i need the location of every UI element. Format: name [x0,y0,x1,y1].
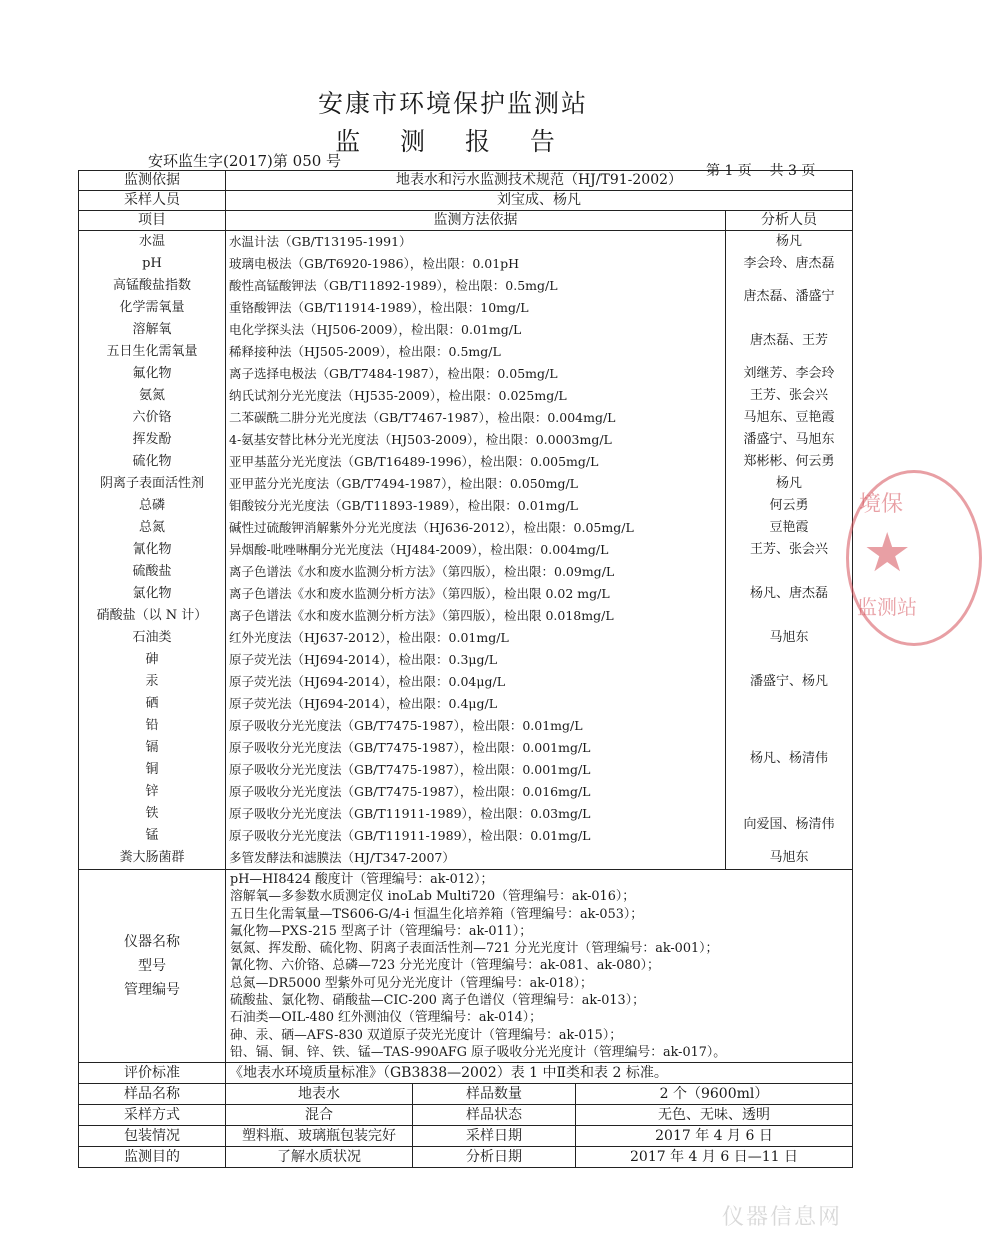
item-cell: 石油类 [132,630,172,645]
seal-top-text: 境保 [859,492,904,517]
method-cell: 亚甲基蓝分光光度法（GB/T16489-1996），检出限：0.005mg/L [229,454,599,469]
sample-qty-value: 2 个（9600ml） [576,1084,853,1105]
item-cell: 硒 [145,696,159,711]
method-cell: 酸性高锰酸钾法（GB/T11892-1989），检出限：0.5mg/L [229,278,558,293]
instrument-line: 硫酸盐、氯化物、硝酸盐—CIC-200 离子色谱仪（管理编号：ak-013）； [230,993,645,1009]
report-title: 监 测 报 告 [335,127,571,156]
watermark: 仪器信息网 [722,1205,843,1230]
basis-label: 监测依据 [79,171,226,191]
method-cell: 离子色谱法《水和废水监测分析方法》（第四版），检出限 0.018mg/L [229,608,614,623]
method-cell: 离子选择电极法（GB/T7484-1987），检出限：0.05mg/L [229,366,558,381]
item-cell: 镉 [145,740,159,755]
instruments-label-line: 管理编号 [124,982,180,999]
report-table [78,170,853,1168]
instrument-line: 总氮—DR5000 型紫外可见分光光度计（管理编号：ak-018）； [230,975,593,991]
analyst-cell: 潘盛宁、杨凡 [749,674,828,689]
purpose-label: 监测目的 [79,1147,226,1168]
star-icon: ★ [863,521,912,584]
sampling-date-label: 采样日期 [413,1126,576,1147]
item-cell: 硫酸盐 [132,564,172,579]
item-cell: 锰 [145,828,159,843]
item-cell: 铅 [145,718,159,733]
samplers-label: 采样人员 [79,191,226,211]
item-cell: 高锰酸盐指数 [112,278,191,293]
analyst-cell: 马旭东 [769,630,809,645]
instruments-list [226,870,853,1063]
instrument-line: 五日生化需氧量—TS606-G/4-i 恒温生化培养箱（管理编号：ak-053）； [230,906,644,922]
item-cell: 六价铬 [132,410,172,425]
method-cell: 碱性过硫酸钾消解紫外分光光度法（HJ636-2012），检出限：0.05mg/L [229,520,634,535]
instruments-label [79,870,226,1063]
method-cell: 离子色谱法《水和废水监测分析方法》（第四版），检出限 0.02 mg/L [229,586,610,601]
method-cell: 原子荧光法（HJ694-2014），检出限：0.04μg/L [229,674,506,689]
method-cell: 多管发酵法和滤膜法（HJ/T347-2007） [229,850,455,865]
method-column [226,231,726,870]
analyst-cell: 郑彬彬、何云勇 [743,454,835,469]
item-cell: 铁 [145,806,159,821]
analyst-cell: 马旭东、豆艳霞 [743,410,835,425]
method-cell: 原子吸收分光光度法（GB/T7475-1987），检出限：0.001mg/L [229,762,591,777]
method-cell: 原子吸收分光光度法（GB/T11911-1989），检出限：0.01mg/L [229,828,591,843]
item-cell: 氨氮 [138,388,165,403]
sampling-date-value: 2017 年 4 月 6 日 [576,1126,853,1147]
item-cell: 五日生化需氧量 [106,344,198,359]
method-cell: 二苯碳酰二肼分光光度法（GB/T7467-1987），检出限：0.004mg/L [229,410,616,425]
item-cell: 水温 [138,234,165,249]
analyst-cell: 马旭东 [769,850,809,865]
instrument-line: 氨氮、挥发酚、硫化物、阴离子表面活性剂—721 分光光度计（管理编号：ak-001）； [230,941,719,957]
sampling-method-value: 混合 [226,1105,413,1126]
basis-value: 地表水和污水监测技术规范（HJ/T91-2002） [226,171,853,191]
seal-bottom-text: 监测站 [857,595,917,619]
method-cell: 电化学探头法（HJ506-2009），检出限：0.01mg/L [229,322,522,337]
item-cell: 溶解氧 [132,322,172,337]
analyst-cell: 杨凡、杨清伟 [749,751,828,766]
item-cell: 氟化物 [132,366,172,381]
method-cell: 原子吸收分光光度法（GB/T11911-1989），检出限：0.03mg/L [229,806,591,821]
instrument-line: 氟化物—PXS-215 型离子计（管理编号：ak-011）； [230,923,533,939]
analyst-cell: 杨凡、唐杰磊 [749,586,828,601]
analyst-cell: 向爱国、杨清伟 [743,817,835,832]
analyst-cell: 唐杰磊、潘盛宁 [743,289,835,304]
instruments-label-line: 型号 [138,958,166,975]
page-info: 第 1 页 共 3 页 [706,163,816,179]
analyst-cell: 豆艳霞 [769,520,809,535]
method-cell: 原子荧光法（HJ694-2014），检出限：0.3μg/L [229,652,498,667]
item-cell: pH [142,256,162,271]
evaluation-label: 评价标准 [79,1063,226,1084]
instrument-line: 氰化物、六价铬、总磷—723 分光光度计（管理编号：ak-081、ak-080）； [230,958,660,974]
item-cell: 汞 [145,674,159,689]
analyst-cell: 刘继芳、李会玲 [743,366,835,381]
item-column [79,231,226,870]
item-cell: 砷 [145,652,159,667]
analyst-cell: 杨凡 [775,234,802,249]
sampling-method-label: 采样方式 [79,1105,226,1126]
method-cell: 钼酸铵分光光度法（GB/T11893-1989），检出限：0.01mg/L [229,498,578,513]
item-cell: 化学需氧量 [119,300,185,315]
column-header-method: 监测方法依据 [226,211,726,231]
method-cell: 原子吸收分光光度法（GB/T7475-1987），检出限：0.016mg/L [229,784,591,799]
instrument-line: 砷、汞、硒—AFS-830 双道原子荧光光度计（管理编号：ak-015）； [230,1027,623,1043]
item-cell: 总氮 [138,520,165,535]
item-cell: 氯化物 [132,586,172,601]
item-cell: 硫化物 [132,454,172,469]
packaging-label: 包装情况 [79,1126,226,1147]
purpose-value: 了解水质状况 [226,1147,413,1168]
item-cell: 锌 [145,784,159,799]
document-number: 安环监生字(2017)第 050 号 [148,152,342,170]
instrument-line: 铅、镉、铜、锌、铁、锰—TAS-990AFG 原子吸收分光光度计（管理编号：ak-017）。 [230,1044,727,1060]
analyst-cell: 潘盛宁、马旭东 [743,432,835,447]
item-cell: 氰化物 [132,542,172,557]
method-cell: 红外光度法（HJ637-2012），检出限：0.01mg/L [229,630,509,645]
item-cell: 总磷 [138,498,165,513]
column-header-item: 项目 [79,211,226,231]
method-cell: 玻璃电极法（GB/T6920-1986），检出限：0.01pH [229,256,520,271]
analysis-date-value: 2017 年 4 月 6 日—11 日 [576,1147,853,1168]
analysis-date-label: 分析日期 [413,1147,576,1168]
sample-name-value: 地表水 [226,1084,413,1105]
sample-name-label: 样品名称 [79,1084,226,1105]
method-cell: 离子色谱法《水和废水监测分析方法》（第四版），检出限：0.09mg/L [229,564,615,579]
samplers-value: 刘宝成、杨凡 [226,191,853,211]
method-cell: 稀释接种法（HJ505-2009），检出限：0.5mg/L [229,344,501,359]
sample-state-value: 无色、无味、透明 [576,1105,853,1126]
method-cell: 水温计法（GB/T13195-1991） [229,234,412,249]
analyst-cell: 李会玲、唐杰磊 [743,256,835,271]
instrument-line: 溶解氧—多参数水质测定仪 inoLab Multi720（管理编号：ak-016）； [230,889,636,905]
official-seal [846,470,982,646]
method-cell: 原子吸收分光光度法（GB/T7475-1987），检出限：0.001mg/L [229,740,591,755]
analyst-cell: 唐杰磊、王芳 [749,333,828,348]
packaging-value: 塑料瓶、玻璃瓶包装完好 [226,1126,413,1147]
analyst-column [726,231,853,870]
analyst-cell: 王芳、张会兴 [749,388,828,403]
item-cell: 阴离子表面活性剂 [99,476,204,491]
sample-qty-label: 样品数量 [413,1084,576,1105]
item-cell: 铜 [145,762,159,777]
method-cell: 原子荧光法（HJ694-2014），检出限：0.4μg/L [229,696,498,711]
item-cell: 硝酸盐（以 N 计） [96,608,208,623]
analyst-cell: 王芳、张会兴 [749,542,828,557]
evaluation-value: 《地表水环境质量标准》（GB3838—2002）表 1 中Ⅱ类和表 2 标准。 [226,1063,853,1084]
method-cell: 纳氏试剂分光光度法（HJ535-2009），检出限：0.025mg/L [229,388,567,403]
method-cell: 重铬酸钾法（GB/T11914-1989），检出限：10mg/L [229,300,529,315]
analyst-cell: 何云勇 [769,498,809,513]
sample-state-label: 样品状态 [413,1105,576,1126]
item-cell: 挥发酚 [132,432,172,447]
instrument-line: pH—HI8424 酸度计（管理编号：ak-012）； [230,872,494,887]
method-cell: 原子吸收分光光度法（GB/T7475-1987），检出限：0.01mg/L [229,718,583,733]
method-cell: 异烟酸-吡唑啉酮分光光度法（HJ484-2009），检出限：0.004mg/L [229,542,609,557]
org-title: 安康市环境保护监测站 [317,89,588,118]
column-header-analyst: 分析人员 [726,211,853,231]
method-cell: 4-氨基安替比林分光光度法（HJ503-2009），检出限：0.0003mg/L [229,432,612,447]
instruments-label-line: 仪器名称 [124,934,180,951]
method-cell: 亚甲蓝分光光度法（GB/T7494-1987），检出限：0.050mg/L [229,476,578,491]
instrument-line: 石油类—OIL-480 红外测油仪（管理编号：ak-014）； [230,1010,542,1026]
analyst-cell: 杨凡 [775,476,802,491]
item-cell: 粪大肠菌群 [119,850,185,865]
